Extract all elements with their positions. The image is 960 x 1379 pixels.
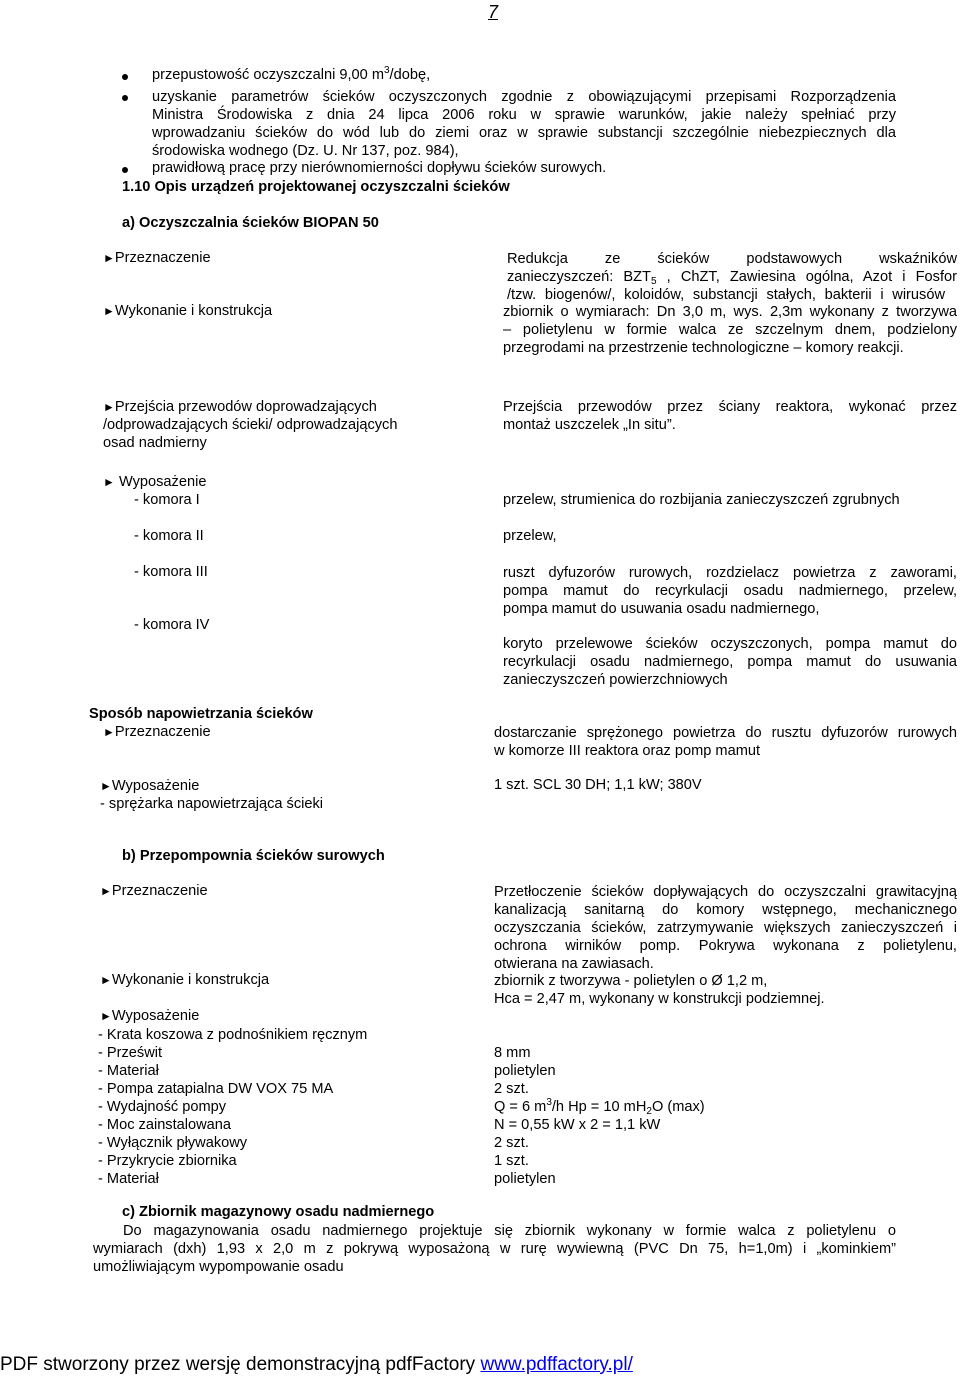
- value-przeznaczenie: Redukcja ze ścieków podstawowych wskaźników zanieczyszczeń: $BZT_5$ , ChZT, Zawiesina ogólna, Azot i Fosfor /tzw. biogenów/, koloidów, substancji stałych, bakterii i wirusów: [507, 251, 957, 303]
- triangle-icon: ►: [103, 475, 115, 489]
- label-komora-1: - komora I: [134, 492, 200, 508]
- list-item: - Moc zainstalowana: [98, 1117, 232, 1133]
- triangle-icon: ►: [100, 1009, 112, 1023]
- value-komora-2: przelew,: [503, 528, 557, 544]
- triangle-icon: ►: [103, 725, 115, 739]
- aeration-wyposazenie-label: ►Wyposażenie - sprężarka napowietrzająca ścieki: [100, 778, 324, 812]
- list-item: - Wydajność pompy: [98, 1099, 227, 1115]
- label-przejscia: ►Przejścia przewodów doprowadzających /odprowadzających ścieki/ odprowadzających osad nadmierny: [103, 399, 398, 451]
- list-item: - Prześwit: [98, 1045, 163, 1061]
- list-item: - Wyłącznik pływakowy: [98, 1135, 248, 1151]
- section-heading: 1.10 Opis urządzeń projektowanej oczyszczalni ścieków: [122, 179, 510, 195]
- pdffactory-link[interactable]: www.pdffactory.pl/: [480, 1354, 633, 1375]
- list-item-value: N = 0,55 kW x 2 = 1,1 kW: [494, 1117, 661, 1133]
- triangle-icon: ►: [100, 779, 112, 793]
- b-wykonanie-value: zbiornik z tworzywa - polietylen o Ø 1,2 m, Hca = 2,47 m, wykonany w konstrukcji podziemnej.: [494, 973, 825, 1007]
- list-item-value: 1 szt.: [494, 1153, 529, 1169]
- triangle-icon: ►: [103, 304, 115, 318]
- subsection-b-title: b) Przepompownia ścieków surowych: [122, 848, 385, 864]
- value-przejscia: Przejścia przewodów przez ściany reaktora, wykonać przez montaż uszczelek „In situ”.: [503, 399, 957, 433]
- b-przeznaczenie-label: ►Przeznaczenie: [100, 883, 208, 899]
- triangle-icon: ►: [103, 400, 115, 414]
- b-items-values: [494, 1044, 705, 1188]
- list-item: - Materiał: [98, 1063, 159, 1079]
- label-wykonanie: ►Wykonanie i konstrukcja: [103, 303, 273, 319]
- value-komora-4: koryto przelewowe ścieków oczyszczonych, pompa mamut do recyrkulacji osadu nadmiernego, pompa mamut do usuwania zanieczyszczeń powierzchniowych: [503, 636, 957, 688]
- list-item-value: Q = 6 $m^3/h$ Hp = 10 $mH_2O$ (max): [494, 1097, 705, 1117]
- subsection-c-body: Do magazynowania osadu nadmiernego projektuje się zbiornik wykonany w formie walca z polietylenu o wymiarach (dxh) 1,93 x 2,0 m z pokrywą wyposażoną w rurę wywiewną (PVC Dn 75, h=1,0m) i „kominkiem” umożliwiającym wypompowanie osadu: [93, 1223, 896, 1275]
- label-wyposazenie: ► Wyposażenie: [103, 474, 207, 490]
- list-item-value: 8 mm: [494, 1045, 531, 1061]
- pdf-footer: PDF stworzony przez wersję demonstracyjną pdfFactory www.pdffactory.pl/: [0, 1354, 633, 1375]
- label-komora-4: - komora IV: [134, 617, 210, 633]
- bullet-parameters: uzyskanie parametrów ścieków oczyszczonych zgodnie z obowiązującymi przepisami Rozporządzenia Ministra Środowiska z dnia 24 lipca 2006 roku w sprawie warunków, jakie należy spełniać przy wprowadzaniu ścieków do wód lub do ziemi oraz w sprawie substancji szczególnie niebezpiecznych dla środowiska wodnego (Dz. U. Nr 137, poz. 984),: [152, 89, 896, 159]
- list-item-value: polietylen: [494, 1171, 556, 1187]
- triangle-icon: ►: [100, 973, 112, 987]
- b-wykonanie-label: ►Wykonanie i konstrukcja: [100, 972, 270, 988]
- b-wyposazenie-label: ►Wyposażenie: [100, 1008, 200, 1024]
- aeration-przeznaczenie-value: dostarczanie sprężonego powietrza do rusztu dyfuzorów rurowych w komorze III reaktora oraz pomp mamut: [494, 725, 957, 759]
- subsection-a-title: a) Oczyszczalnia ścieków BIOPAN 50: [122, 215, 379, 231]
- label-komora-3: - komora III: [134, 564, 208, 580]
- aeration-wyposazenie-value: 1 szt. SCL 30 DH; 1,1 kW; 380V: [494, 777, 702, 793]
- bullet-capacity: przepustowość oczyszczalni 9,00 $m^3$/dobę,: [152, 65, 431, 83]
- list-item-value: 2 szt.: [494, 1081, 529, 1097]
- label-przeznaczenie: ►Przeznaczenie: [103, 250, 211, 266]
- subsection-c-title: c) Zbiornik magazynowy osadu nadmiernego: [122, 1204, 435, 1220]
- value-wykonanie: zbiornik o wymiarach: Dn 3,0 m, wys. 2,3m wykonany z tworzywa – polietylenu w formie walca ze szczelnym dnem, podzielony przegrodami na przestrzenie technologiczne – komory reakcji.: [503, 304, 957, 356]
- bullet-flow: prawidłową pracę przy nierównomierności dopływu ścieków surowych.: [152, 160, 607, 176]
- list-item-value: 2 szt.: [494, 1135, 529, 1151]
- bullet-icon: [122, 74, 128, 80]
- page-number: 7: [488, 2, 499, 22]
- list-item: - Przykrycie zbiornika: [98, 1153, 237, 1169]
- bullet-icon: [122, 95, 128, 101]
- aeration-title: Sposób napowietrzania ścieków: [89, 706, 313, 722]
- b-przeznaczenie-value: Przetłoczenie ścieków dopływających do oczyszczalni grawitacyjną kanalizacją sanitarną do komory wstępnego, mechanicznego oczyszczania ścieków, zatrzymywanie większych zanieczyszczeń i ochrona wirników pomp. Pokrywa wykonana z polietylenu, otwierana na zawiasach.: [494, 884, 957, 972]
- bullet-icon: [122, 167, 128, 173]
- b-items-labels: [98, 1026, 367, 1188]
- aeration-przeznaczenie-label: ►Przeznaczenie: [103, 724, 211, 740]
- list-item: - Krata koszowa z podnośnikiem ręcznym: [98, 1027, 368, 1043]
- value-komora-3: ruszt dyfuzorów rurowych, rozdzielacz powietrza z zaworami, pompa mamut do recyrkulacji osadu nadmiernego, przelew, pompa mamut do usuwania osadu nadmiernego,: [503, 565, 957, 617]
- triangle-icon: ►: [103, 251, 115, 265]
- value-komora-1: przelew, strumienica do rozbijania zanieczyszczeń zgrubnych: [503, 492, 900, 508]
- list-item: - Materiał: [98, 1171, 159, 1187]
- label-komora-2: - komora II: [134, 528, 204, 544]
- list-item: - Pompa zatapialna DW VOX 75 MA: [98, 1081, 334, 1097]
- list-item-value: polietylen: [494, 1063, 556, 1079]
- triangle-icon: ►: [100, 884, 112, 898]
